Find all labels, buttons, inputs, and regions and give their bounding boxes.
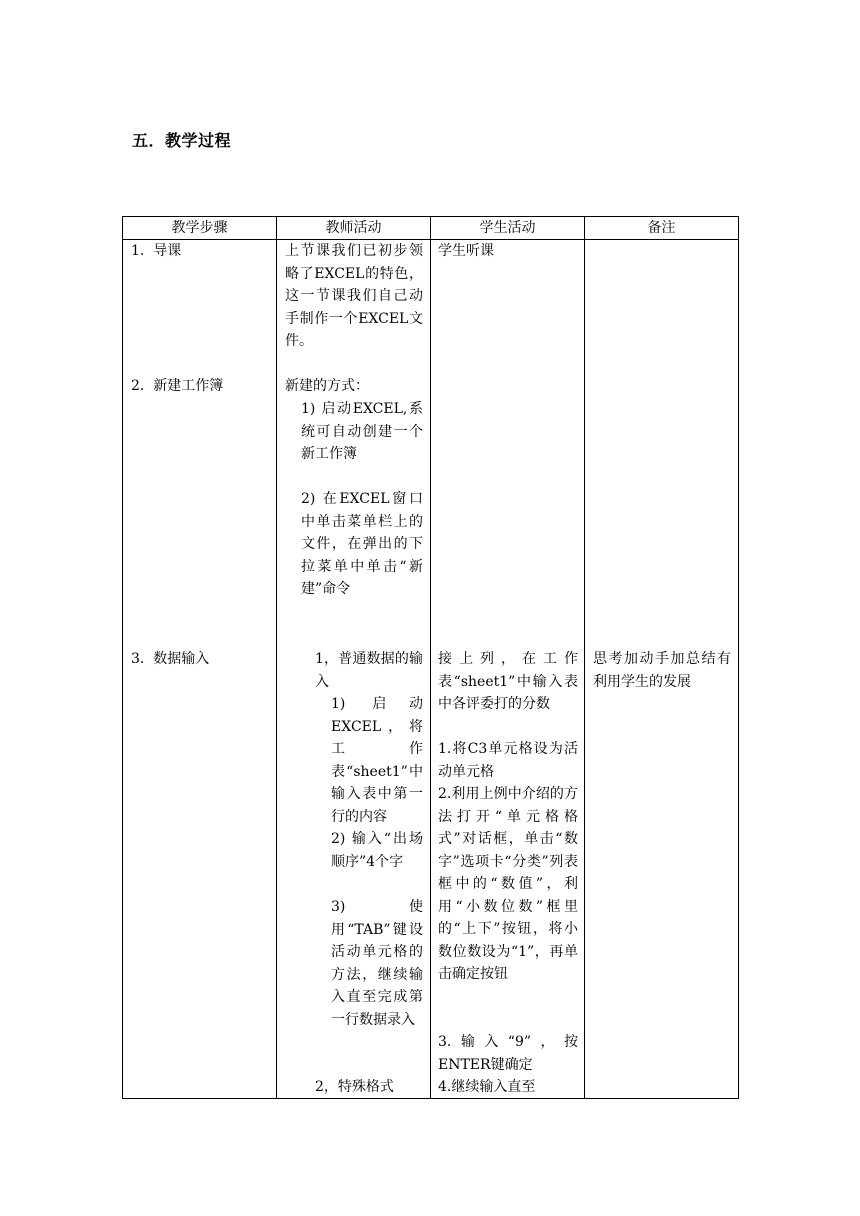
teacher-input-1c: 3) 使用“TAB”键设活动单元格的方法，继续输入直至完成第一行数据录入 xyxy=(331,899,423,1028)
teacher-intro: 上节课我们已初步领略了EXCEL的特色，这一节课我们自己动手制作一个EXCEL文件。 xyxy=(285,243,423,349)
student-step-4: 4.继续输入直至 xyxy=(438,1079,536,1095)
student-step-1: 1.将C3单元格设为活动单元格 xyxy=(438,741,578,780)
note-text: 思考加动手加总结有利用学生的发展 xyxy=(593,651,731,690)
step-data-input: 3. 数据输入 xyxy=(131,651,210,667)
student-cell xyxy=(431,240,585,1099)
teacher-cell xyxy=(277,240,431,1099)
step-intro: 1. 导课 xyxy=(131,243,182,259)
step-new-workbook: 2. 新建工作簿 xyxy=(131,378,224,394)
teacher-new-title: 新建的方式： xyxy=(285,378,369,394)
student-step-3: 3.输入“9”，按ENTER键确定 xyxy=(438,1034,578,1073)
teacher-new-1: 1) 启动EXCEL,系统可自动创建一个新工作簿 xyxy=(301,401,423,462)
section-heading: 五．教学过程 xyxy=(132,131,232,150)
header-teacher: 教师活动 xyxy=(277,217,431,240)
student-step-2: 2.利用上例中介绍的方法打开“单元格格式”对话框，单击“数字”选项卡“分类”列表框中的“数值”，利用“小数位数”框里的“上下”按钮，将小数位数设为“1”，再单击确定按钮 xyxy=(438,786,578,982)
header-student: 学生活动 xyxy=(431,217,585,240)
header-step: 教学步骤 xyxy=(123,217,277,240)
student-intro: 学生听课 xyxy=(438,243,494,259)
teacher-input-1a: 1) 启动EXCEL，将工作表“sheet1”中输入表中第一行的内容 xyxy=(331,696,423,825)
teaching-process-table xyxy=(122,216,739,1099)
step-cell xyxy=(123,240,277,1099)
table-header-row xyxy=(123,217,739,240)
teacher-input-1: 1，普通数据的输入 xyxy=(315,651,423,690)
teacher-input-1b: 2) 输入“出场顺序”4个字 xyxy=(331,831,423,870)
teacher-new-2: 2) 在EXCEL窗口中单击菜单栏上的文件，在弹出的下拉菜单中单击“新建”命令 xyxy=(301,491,423,597)
teacher-input-2: 2，特殊格式 xyxy=(315,1079,394,1095)
table-row xyxy=(123,240,739,1099)
note-cell xyxy=(585,240,739,1099)
student-input: 接上列，在工作表“sheet1”中输入表中各评委打的分数 xyxy=(438,651,578,712)
header-note: 备注 xyxy=(585,217,739,240)
